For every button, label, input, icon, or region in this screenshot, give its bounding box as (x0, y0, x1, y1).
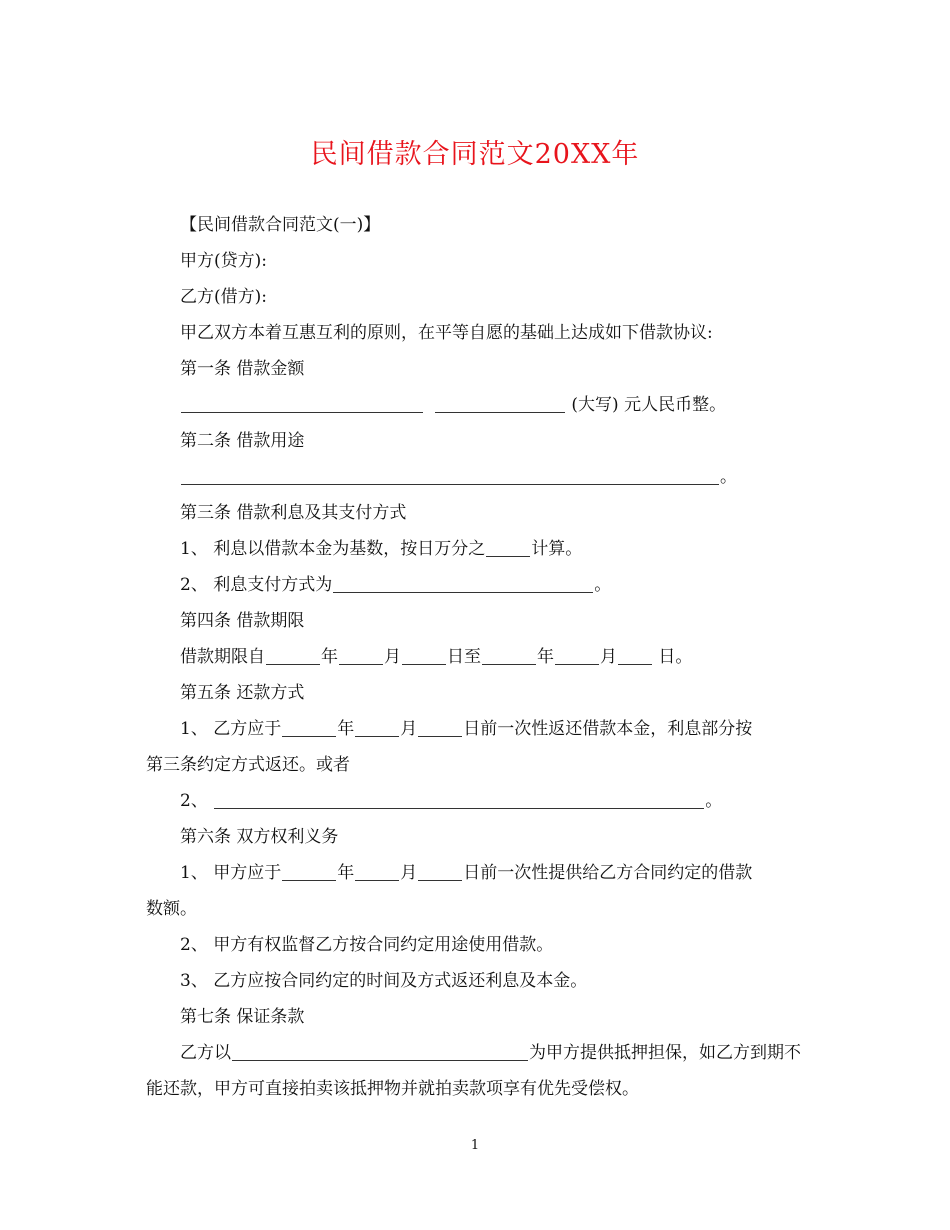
repay-month-blank[interactable] (355, 719, 399, 737)
article-6-item-3: 3、 乙方应按合同约定的时间及方式返还利息及本金。 (180, 971, 588, 991)
repay-day-blank[interactable] (418, 719, 462, 737)
term-text: 年 (321, 647, 338, 667)
article-1-amount-line (146, 387, 810, 423)
article-2-purpose-line (146, 459, 810, 495)
item-text: 月 (400, 863, 418, 883)
party-a-line: 甲方(贷方): (180, 251, 267, 271)
article-1-heading: 第一条 借款金额 (180, 359, 305, 379)
amount-number-blank[interactable] (181, 395, 423, 413)
article-5-item-2 (146, 783, 810, 819)
lend-month-blank[interactable] (355, 863, 399, 881)
repay-year-blank[interactable] (282, 719, 336, 737)
article-6-heading: 第六条 双方权利义务 (180, 827, 339, 847)
article-3-heading: 第三条 借款利息及其支付方式 (180, 503, 407, 523)
item-text: 利息以借款本金为基数，按日万分之 (213, 539, 486, 559)
article-6-item-1 (146, 855, 810, 891)
item-number: 1、 (180, 539, 208, 559)
item-text: 乙方应于 (213, 719, 282, 739)
party-b-line: 乙方(借方): (180, 287, 267, 307)
item-number: 1、 (180, 719, 208, 739)
article-5-item-1 (146, 711, 810, 747)
end-day-blank[interactable] (618, 647, 652, 665)
guarantee-text: 为甲方提供抵押担保，如乙方到期不能还款，甲方可直接拍卖该抵押物并就拍卖款项享有优先受偿权。 (146, 1043, 801, 1099)
article-7-paragraph (146, 1035, 810, 1107)
article-2-heading: 第二条 借款用途 (180, 431, 305, 451)
term-text: 日。 (658, 647, 693, 667)
item-text: 甲方应于 (213, 863, 282, 883)
alternative-repay-blank[interactable] (214, 791, 704, 809)
article-3-item-1 (146, 531, 810, 567)
article-6-item-2: 2、 甲方有权监督乙方按合同约定用途使用借款。 (180, 935, 554, 955)
article-6-item-1-continued: 数额。 (146, 899, 197, 919)
purpose-blank[interactable] (181, 467, 719, 485)
lend-year-blank[interactable] (282, 863, 336, 881)
item-text: 。 (594, 575, 612, 595)
item-text: 年 (337, 719, 355, 739)
amount-suffix: (大写) 元人民币整。 (571, 395, 727, 415)
document-body (146, 207, 810, 1107)
amount-words-blank[interactable] (435, 395, 565, 413)
document-title: 民间借款合同范文20XX年 (310, 139, 640, 170)
guarantee-text: 乙方以 (180, 1043, 231, 1063)
start-month-blank[interactable] (339, 647, 383, 665)
term-text: 日至 (447, 647, 481, 667)
article-7-heading: 第七条 保证条款 (180, 1007, 305, 1027)
term-text: 月 (600, 647, 617, 667)
section-header: 【民间借款合同范文(一)】 (180, 215, 381, 235)
item-number: 1、 (180, 863, 208, 883)
end-year-blank[interactable] (482, 647, 536, 665)
intro-paragraph: 甲乙双方本着互惠互利的原则，在平等自愿的基础上达成如下借款协议: (180, 323, 713, 343)
article-3-item-2 (146, 567, 810, 603)
item-text: 年 (337, 863, 355, 883)
end-month-blank[interactable] (555, 647, 599, 665)
article-5-item-1-continued: 第三条约定方式返还。或者 (146, 755, 350, 775)
collateral-blank[interactable] (232, 1043, 528, 1061)
item-text: 日前一次性提供给乙方合同约定的借款 (463, 863, 753, 883)
item-text: 计算。 (531, 539, 583, 559)
start-year-blank[interactable] (266, 647, 320, 665)
purpose-end: 。 (720, 467, 737, 487)
item-number: 2、 (180, 791, 208, 811)
item-text: 日前一次性返还借款本金，利息部分按 (463, 719, 753, 739)
start-day-blank[interactable] (402, 647, 446, 665)
lend-day-blank[interactable] (418, 863, 462, 881)
term-text: 月 (384, 647, 401, 667)
item-text: 月 (400, 719, 418, 739)
payment-method-blank[interactable] (333, 575, 593, 593)
article-5-heading: 第五条 还款方式 (180, 683, 305, 703)
item-text: 。 (705, 791, 723, 811)
article-4-heading: 第四条 借款期限 (180, 611, 305, 631)
item-text: 利息支付方式为 (213, 575, 333, 595)
item-number: 2、 (180, 575, 208, 595)
page-number: 1 (470, 1138, 480, 1153)
interest-rate-blank[interactable] (486, 539, 530, 557)
term-text: 年 (537, 647, 554, 667)
article-4-term-line (146, 639, 810, 675)
term-text: 借款期限自 (180, 647, 265, 667)
